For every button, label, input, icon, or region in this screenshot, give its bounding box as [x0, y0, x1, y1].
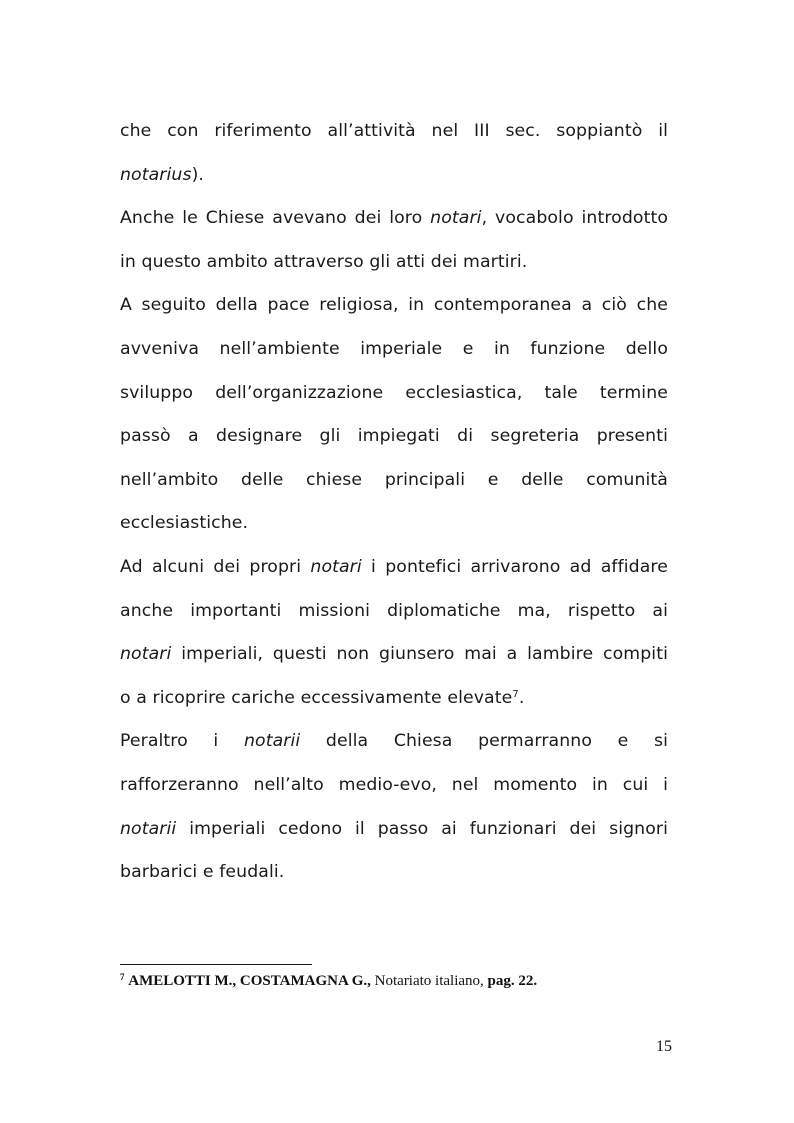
footnote	[120, 971, 680, 991]
paragraph	[120, 284, 668, 546]
italic-term: notarii	[243, 731, 301, 752]
text-run: ).	[191, 164, 204, 185]
main-text	[120, 110, 668, 895]
text-run: , vocabolo introdotto	[481, 208, 668, 229]
paragraph	[120, 720, 668, 894]
text-run: .	[518, 687, 525, 708]
footnote-pages: pag. 22.	[487, 973, 538, 989]
text-line: avveniva nell’ambiente imperiale e in funzione dello	[120, 338, 668, 359]
text-run: imperiali cedono il passo ai funzionari dei signori	[176, 818, 668, 839]
paragraph	[120, 197, 668, 284]
italic-term: notari	[430, 208, 482, 229]
text-line: barbarici e feudali.	[120, 862, 285, 883]
text-line	[120, 197, 668, 241]
text-run: della Chiesa permarranno e si	[300, 731, 668, 752]
text-run: Anche le Chiese avevano dei loro	[120, 208, 431, 229]
text-line	[120, 720, 668, 764]
text-run: o a ricoprire cariche eccessivamente elevate	[120, 687, 513, 708]
page-number: 15	[656, 1038, 672, 1055]
text-run: Peraltro i	[120, 731, 244, 752]
footnote-reference: 7	[512, 688, 519, 700]
footnote-number: 7	[120, 972, 125, 982]
text-line: A seguito della pace religiosa, in contemporanea a ciò che	[120, 295, 668, 316]
text-line	[120, 546, 668, 590]
text-line: in questo ambito attraverso gli atti dei martiri.	[120, 251, 528, 272]
text-line: rafforzeranno nell’alto medio-evo, nel momento in cui i	[120, 774, 668, 795]
italic-term: notari	[120, 644, 172, 665]
text-run: i pontefici arrivarono ad affidare	[361, 556, 668, 577]
italic-term: notari	[310, 556, 362, 577]
footnote-authors: AMELOTTI M., COSTAMAGNA G.,	[128, 973, 371, 989]
footnote-title: Notariato italiano,	[370, 973, 488, 989]
italic-term: notarii	[120, 818, 177, 839]
text-line: anche importanti missioni diplomatiche ma, rispetto ai	[120, 600, 668, 621]
text-line	[120, 808, 668, 852]
text-line: nell’ambito delle chiese principali e delle comunità	[120, 469, 668, 490]
paragraph	[120, 110, 668, 197]
text-line	[120, 154, 668, 198]
footnote-separator	[120, 964, 312, 965]
paragraph	[120, 546, 668, 720]
italic-term: notarius	[120, 164, 192, 185]
text-run: imperiali, questi non giunsero mai a lambire compiti	[171, 644, 668, 665]
text-run: Ad alcuni dei propri	[120, 556, 311, 577]
text-line: passò a designare gli impiegati di segreteria presenti	[120, 426, 668, 447]
text-line: che con riferimento all’attività nel III sec. soppiantò il	[120, 121, 668, 141]
text-line	[120, 633, 668, 677]
text-line	[120, 677, 668, 721]
text-line: ecclesiastiche.	[120, 513, 249, 534]
text-line: sviluppo dell’organizzazione ecclesiastica, tale termine	[120, 382, 668, 403]
